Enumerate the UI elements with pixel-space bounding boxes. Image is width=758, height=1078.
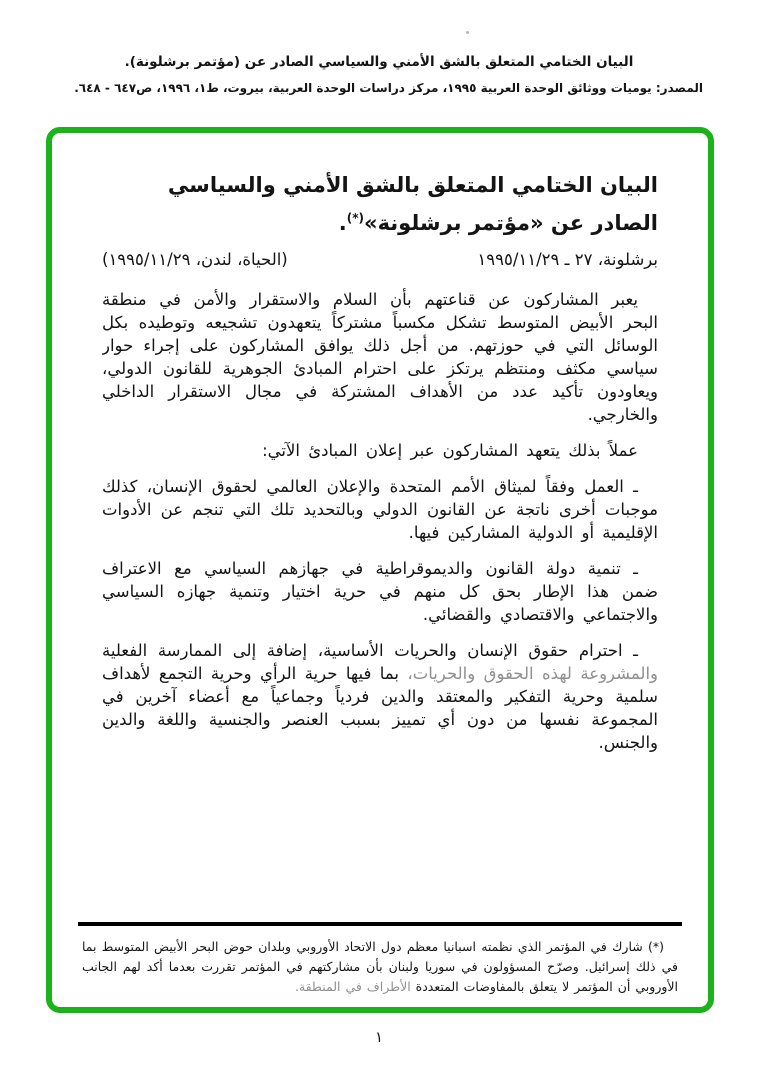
document-text [102,288,658,754]
footnote-area [76,922,684,997]
paragraph-5-text-start: ـ احترام حقوق الإنسان والحريات الأساسية، إضافة إلى الممارسة الفعلية [102,641,638,660]
paragraph-3-text: ـ العمل وفقاً لميثاق الأمم المتحدة والإعلان العالمي لحقوق الإنسان، كذلك موجبات أخرى ناتجة عن القانون الدولي وبالتحديد تلك التي تنجم عن الأدوات الإقليمية أو الدولية المشاركين فيها. [102,477,658,542]
paragraph-3 [102,475,658,544]
document-body-area [102,163,658,912]
paragraph-1-text: يعبر المشاركون عن قناعتهم بأن السلام والاستقرار والأمن في منطقة البحر الأبيض المتوسط تشكل مكسباً مشتركاً يتعهدون تشجيعه وتوطيده بكل الوسائل التي في حوزتهم. من أجل ذلك يوافق المشاركون على إجراء حوار سياسي مكثف ومنتظم يرتكز على احترام المبادئ الجوهرية للقانون الدولي، ويعاودون تأكيد عدد من الأهداف المشتركة في مجال الاستقرار الداخلي والخارجي. [102,290,658,424]
footnote-text [82,937,678,997]
paragraph-5-text-end: بما فيها حرية الرأي وحرية التجمع لأهداف سلمية وحرية التفكير والمعتقد والدين فردياً وجماعياً مع أعضاء آخرين في المجموعة نفسها من دون أي تمييز بسبب العنصر والجنسية واللغة والدين والجنس. [102,664,658,752]
footnote-reference-mark: (*) [346,211,364,225]
document-title [102,169,658,240]
dateline-publication: (الحياة، لندن، ١٩٩٥/١١/٢٩) [102,250,288,269]
paragraph-4-text: ـ تنمية دولة القانون والديموقراطية في جهازهم السياسي مع الاعتراف ضمن هذا الإطار بحق كل منهم في حرية اختيار وتنمية جهازه السياسي والاجتماعي والاقتصادي والقضائي. [102,559,658,624]
paragraph-4 [102,557,658,626]
page-number: ١ [374,1028,384,1046]
document-title-period: . [338,211,347,235]
document-title-text: البيان الختامي المتعلق بالشق الأمني والسياسي الصادر عن «مؤتمر برشلونة» [167,173,658,235]
header-source-citation: المصدر: يوميات ووثائق الوحدة العربية ١٩٩٥، مركز دراسات الوحدة العربية، بيروت، ط١، ١٩٩٦، ص٦٤٧ - ٦٤٨. [74,81,703,95]
footnote-divider-rule [78,922,682,926]
footnote-text-start: (*) شارك في المؤتمر الذي نظمته اسبانيا معظم دول الاتحاد الأوروبي وبلدان حوض البحر الأبيض المتوسط بما في ذلك إسرائيل. وصرّح المسؤولون في سوريا ولبنان بأن مشاركتهم في المؤتمر تقررت بعدما أكد لهم الجانب الأوروبي أن المؤتمر لا يتعلق بالمفاوضات المتعددة [82,939,678,994]
dateline [102,248,658,272]
footnote-text-faded: الأطراف في المنطقة. [294,979,411,994]
document-green-frame [46,127,714,1013]
page-header [55,52,703,97]
dateline-place-and-dates: برشلونة، ٢٧ ـ ١٩٩٥/١١/٢٩ [477,250,658,269]
paragraph-2 [102,439,658,462]
paragraph-5-text-faded: والمشروعة لهذه الحقوق والحريات، [407,664,658,683]
paragraph-1 [102,288,658,426]
paragraph-5 [102,639,658,754]
paragraph-2-text: عملاً بذلك يتعهد المشاركون عبر إعلان المبادئ الآتي: [262,441,638,460]
header-title: البيان الختامي المتعلق بالشق الأمني والسياسي الصادر عن (مؤتمر برشلونة). [124,54,634,70]
scan-artifact-dot [466,31,469,34]
